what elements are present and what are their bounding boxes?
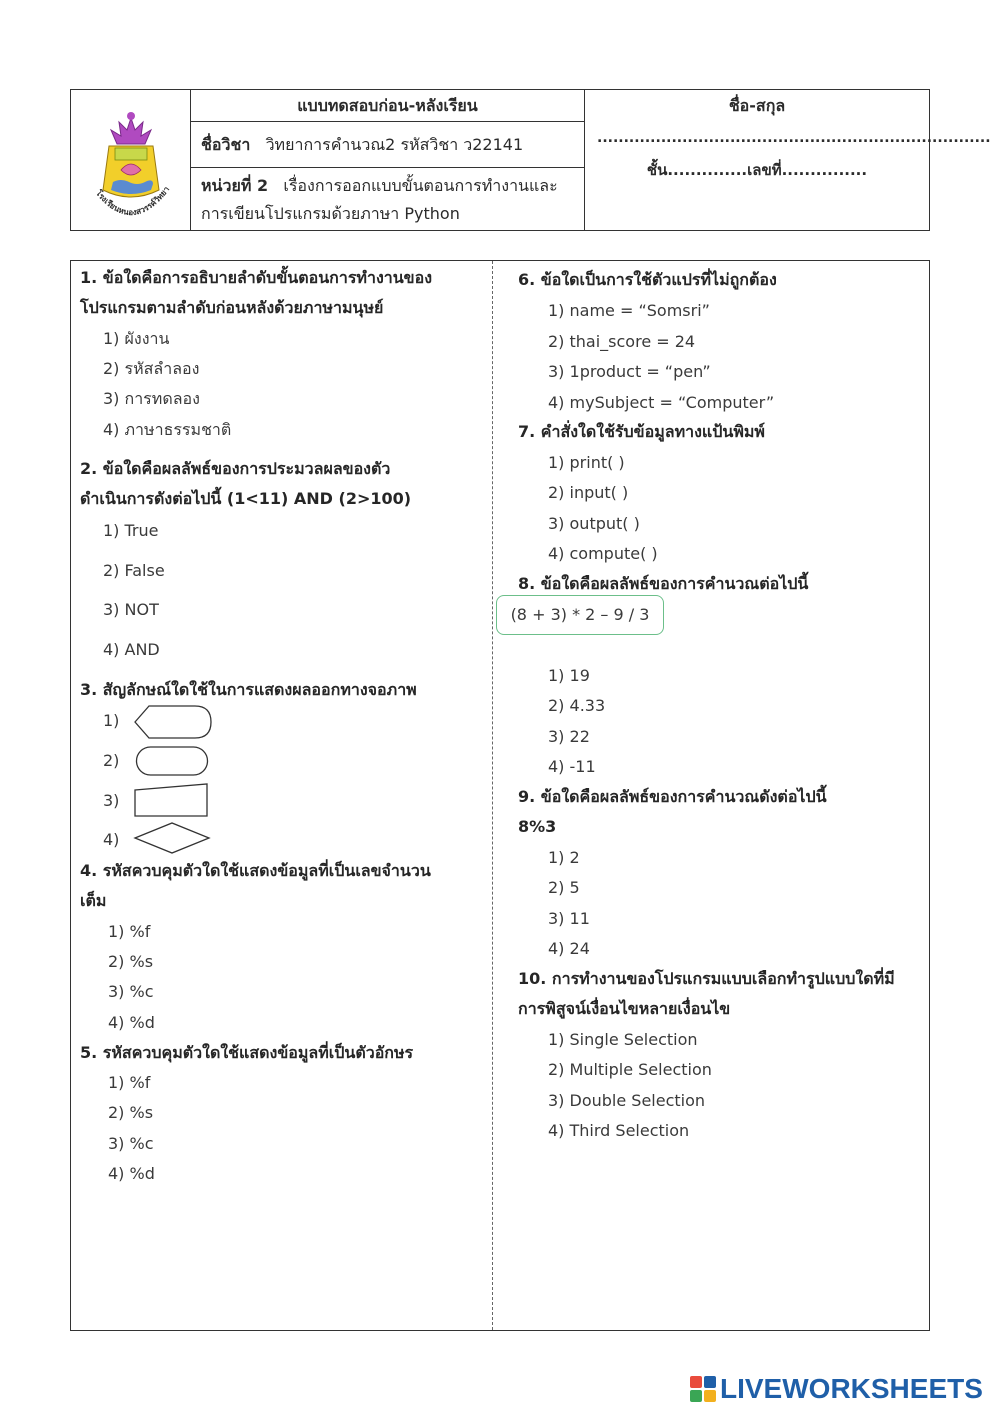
q5-option-3[interactable]: 3) %c: [108, 1134, 154, 1153]
decision-symbol-icon: [133, 821, 211, 855]
q5-option-2[interactable]: 2) %s: [108, 1103, 154, 1122]
question-10-line2: การพิสูจน์เงื่อนไขหลายเงื่อนไข: [518, 999, 731, 1018]
question-1-line2: โปรแกรมตามลำดับก่อนหลังด้วยภาษามนุษย์: [80, 298, 384, 317]
column-divider: [492, 261, 493, 1330]
question-9: [518, 782, 827, 842]
q9-option-3[interactable]: 3) 11: [548, 909, 590, 928]
q1-option-2[interactable]: 2) รหัสลำลอง: [103, 359, 200, 378]
header-middle: [191, 90, 585, 230]
q10-option-1[interactable]: 1) Single Selection: [548, 1030, 698, 1049]
subject-value: วิทยาการคำนวณ2 รหัสวิชา ว22141: [265, 135, 524, 154]
liveworksheets-brand: [690, 1372, 983, 1406]
test-title: แบบทดสอบก่อน-หลังเรียน: [191, 90, 584, 122]
q9-option-2[interactable]: 2) 5: [548, 878, 580, 897]
q4-option-4[interactable]: 4) %d: [108, 1013, 155, 1032]
question-6: 6. ข้อใดเป็นการใช้ตัวแปรที่ไม่ถูกต้อง: [518, 270, 777, 289]
q8-option-1[interactable]: 1) 19: [548, 666, 590, 685]
q10-option-2[interactable]: 2) Multiple Selection: [548, 1060, 712, 1079]
q2-option-2[interactable]: 2) False: [103, 561, 165, 580]
q6-option-3[interactable]: 3) 1product = “pen”: [548, 362, 711, 381]
question-5: 5. รหัสควบคุมตัวใดใช้แสดงข้อมูลที่เป็นตัวอักษร: [80, 1043, 414, 1062]
q9-option-4[interactable]: 4) 24: [548, 939, 590, 958]
question-1-line1: 1. ข้อใดคือการอธิบายลำดับขั้นตอนการทำงานของ: [80, 268, 433, 287]
expression-box: (8 + 3) * 2 – 9 / 3: [496, 595, 664, 635]
name-title: ชื่อ-สกุล: [728, 96, 786, 115]
q7-option-4[interactable]: 4) compute( ): [548, 544, 658, 563]
question-4-line1: 4. รหัสควบคุมตัวใดใช้แสดงข้อมูลที่เป็นเลขจำนวน: [80, 861, 431, 880]
liveworksheets-logo-icon: [690, 1376, 716, 1402]
school-logo-cell: [71, 90, 191, 230]
q9-option-1[interactable]: 1) 2: [548, 848, 580, 867]
q3-option-2[interactable]: 2): [103, 751, 120, 770]
q4-option-2[interactable]: 2) %s: [108, 952, 154, 971]
q8-option-3[interactable]: 3) 22: [548, 727, 590, 746]
q4-option-3[interactable]: 3) %c: [108, 982, 154, 1001]
q1-option-4[interactable]: 4) ภาษาธรรมชาติ: [103, 420, 232, 439]
unit-value-line2: การเขียนโปรแกรมด้วยภาษา Python: [201, 204, 460, 223]
display-symbol-icon: [133, 704, 213, 740]
question-2: [80, 454, 411, 514]
question-7: 7. คำสั่งใดใช้รับข้อมูลทางแป้นพิมพ์: [518, 422, 765, 441]
school-logo: [71, 90, 191, 230]
unit-row: [191, 168, 584, 230]
q6-option-2[interactable]: 2) thai_score = 24: [548, 332, 696, 351]
header-right: [585, 90, 991, 230]
terminator-symbol-icon: [135, 745, 209, 777]
subject-label: ชื่อวิชา: [201, 135, 251, 154]
q3-option-1[interactable]: 1): [103, 711, 120, 730]
q1-option-1[interactable]: 1) ผังงาน: [103, 329, 170, 348]
header-table: [70, 89, 991, 231]
q8-option-2[interactable]: 2) 4.33: [548, 696, 606, 715]
subject-row: [191, 122, 584, 168]
q2-option-3[interactable]: 3) NOT: [103, 600, 159, 619]
q8-option-4[interactable]: 4) -11: [548, 757, 596, 776]
unit-value-line1: เรื่องการออกแบบขั้นตอนการทำงานและ: [283, 176, 558, 195]
q6-option-1[interactable]: 1) name = “Somsri”: [548, 301, 710, 320]
question-4: [80, 856, 431, 916]
q7-option-2[interactable]: 2) input( ): [548, 483, 629, 502]
class-number-field[interactable]: ชั้น..............เลขที่...............: [646, 161, 868, 179]
question-3: 3. สัญลักษณ์ใดใช้ในการแสดงผลออกทางจอภาพ: [80, 680, 417, 699]
q4-option-1[interactable]: 1) %f: [108, 922, 151, 941]
q3-option-3[interactable]: 3): [103, 791, 120, 810]
q2-option-4[interactable]: 4) AND: [103, 640, 160, 659]
question-10-line1: 10. การทำงานของโปรแกรมแบบเลือกทำรูปแบบใดที่มี: [518, 969, 895, 988]
q7-option-3[interactable]: 3) output( ): [548, 514, 640, 533]
question-8: 8. ข้อใดคือผลลัพธ์ของการคำนวณต่อไปนี้: [518, 574, 809, 593]
question-4-line2: เต็ม: [80, 891, 107, 910]
question-2-line2: ดำเนินการดังต่อไปนี้ (1<11) AND (2>100): [80, 489, 412, 508]
q5-option-4[interactable]: 4) %d: [108, 1164, 155, 1183]
q3-option-4[interactable]: 4): [103, 830, 120, 849]
q1-option-3[interactable]: 3) การทดลอง: [103, 389, 200, 408]
q5-option-1[interactable]: 1) %f: [108, 1073, 151, 1092]
manual-input-symbol-icon: [133, 782, 209, 818]
question-9-line2: 8%3: [518, 817, 557, 836]
unit-label: หน่วยที่ 2: [201, 176, 269, 195]
question-2-line1: 2. ข้อใดคือผลลัพธ์ของการประมวลผลของตัว: [80, 459, 391, 478]
q10-option-4[interactable]: 4) Third Selection: [548, 1121, 690, 1140]
q2-option-1[interactable]: 1) True: [103, 521, 159, 540]
question-10: [518, 964, 895, 1024]
svg-text:โรงเรียนหนองสวรรค์วิทยาคาร: โรงเรียนหนองสวรรค์วิทยา: [93, 184, 172, 218]
question-1: [80, 263, 432, 323]
q6-option-4[interactable]: 4) mySubject = “Computer”: [548, 393, 775, 412]
name-field[interactable]: ..........................................................................: [597, 130, 991, 146]
q10-option-3[interactable]: 3) Double Selection: [548, 1091, 706, 1110]
brand-name: LIVEWORKSHEETS: [720, 1373, 983, 1404]
q7-option-1[interactable]: 1) print( ): [548, 453, 625, 472]
question-9-line1: 9. ข้อใดคือผลลัพธ์ของการคำนวณดังต่อไปนี้: [518, 787, 827, 806]
